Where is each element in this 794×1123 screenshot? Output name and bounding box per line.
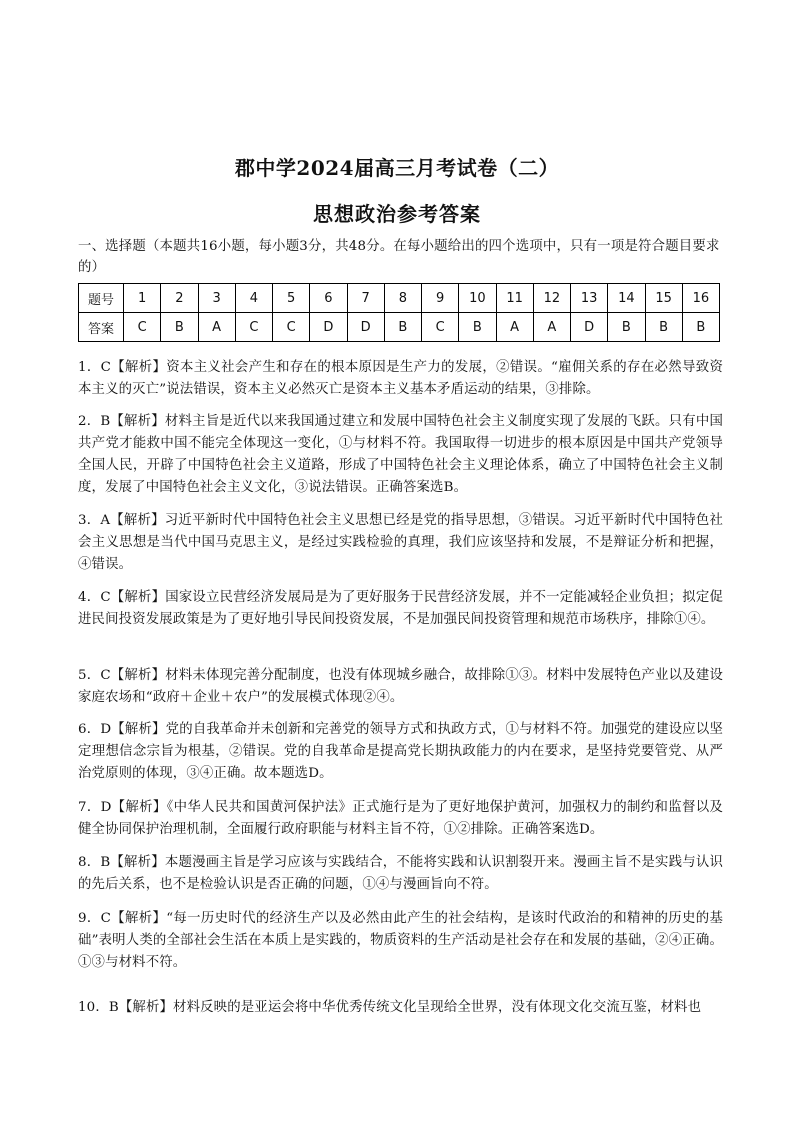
explanation-3: 3．A【解析】习近平新时代中国特色社会主义思想已经是党的指导思想，③错误。习近平新时代中国特色社会主义思想是当代中国马克思主义，是经过实践检验的真理，我们应该坚持和发展，不是辩证分析和把握，④错误。 — [78, 513, 723, 572]
explanation-4: 4．C【解析】国家设立民营经济发展局是为了更好服务于民营经济发展，并不一定能减轻企业负担；拟定促进民间投资发展政策是为了更好地引导民间投资发展，不是加强民间投资管理和规范市场秩序，排除①④。 — [78, 590, 723, 627]
answer-cell: A — [198, 313, 235, 342]
answer-cell: C — [273, 313, 310, 342]
question-number: 9 — [422, 284, 459, 313]
question-number: 7 — [347, 284, 384, 313]
answer-cell: D — [571, 313, 608, 342]
answer-cell: B — [608, 313, 645, 342]
question-number: 10 — [459, 284, 496, 313]
question-number: 6 — [310, 284, 347, 313]
exam-title: 郡中学2024届高三月考试卷（二） — [234, 156, 560, 180]
explanation-8: 8．B【解析】本题漫画主旨是学习应该与实践结合，不能将实践和认识割裂开来。漫画主旨不是实践与认识的先后关系，也不是检验认识是否正确的问题，①④与漫画旨向不符。 — [78, 855, 723, 892]
explanation-5: 5．C【解析】材料未体现完善分配制度，也没有体现城乡融合，故排除①③。材料中发展特色产业以及建设家庭农场和“政府＋企业＋农户”的发展模式体现②④。 — [78, 668, 723, 705]
answer-cell: C — [124, 313, 161, 342]
exam-subtitle: 思想政治参考答案 — [313, 202, 481, 226]
answer-row — [79, 313, 720, 342]
answer-cell: B — [384, 313, 421, 342]
question-number: 11 — [496, 284, 533, 313]
question-number: 1 — [124, 284, 161, 313]
explanation-6: 6．D【解析】党的自我革命并未创新和完善党的领导方式和执政方式，①与材料不符。加强党的建设应以坚定理想信念宗旨为根基，②错误。党的自我革命是提高党长期执政能力的内在要求，是坚持党要管党、从严治党原则的体现，③④正确。故本题选D。 — [78, 722, 723, 781]
answer-cell: B — [161, 313, 198, 342]
answer-cell: A — [533, 313, 570, 342]
question-number: 15 — [645, 284, 682, 313]
answer-cell: D — [310, 313, 347, 342]
answer-table — [78, 283, 720, 342]
row-label-number: 题号 — [79, 284, 124, 313]
question-number: 8 — [384, 284, 421, 313]
answer-cell: C — [235, 313, 272, 342]
answer-cell: B — [645, 313, 682, 342]
answer-cell: B — [682, 313, 719, 342]
question-number: 5 — [273, 284, 310, 313]
question-number-row — [79, 284, 720, 313]
question-number: 4 — [235, 284, 272, 313]
answer-cell: B — [459, 313, 496, 342]
explanation-7: 7．D【解析】《中华人民共和国黄河保护法》正式施行是为了更好地保护黄河，加强权力的制约和监督以及健全协同保护治理机制，全面履行政府职能与材料主旨不符，①②排除。正确答案选D。 — [78, 800, 723, 837]
question-number: 2 — [161, 284, 198, 313]
answer-cell: C — [422, 313, 459, 342]
explanation-2: 2．B【解析】材料主旨是近代以来我国通过建立和发展中国特色社会主义制度实现了发展的飞跃。只有中国共产党才能救中国不能完全体现这一变化，①与材料不符。我国取得一切进步的根本原因是中国共产党领导全国人民，开辟了中国特色社会主义道路，形成了中国特色社会主义理论体系，确立了中国特色社会主义制度，发展了中国特色社会主义文化，③说法错误。正确答案选B。 — [78, 414, 723, 495]
explanation-10: 10．B【解析】材料反映的是亚运会将中华优秀传统文化呈现给全世界，没有体现文化交流互鉴，材料也 — [78, 1000, 702, 1015]
section-intro: 一、选择题（本题共16小题，每小题3分，共48分。在每小题给出的四个选项中，只有一项是符合题目要求的） — [78, 239, 720, 275]
question-number: 3 — [198, 284, 235, 313]
explanation-1: 1．C【解析】资本主义社会产生和存在的根本原因是生产力的发展，②错误。“雇佣关系的存在必然导致资本主义的灭亡”说法错误，资本主义必然灭亡是资本主义基本矛盾运动的结果，③排除。 — [78, 360, 723, 397]
question-number: 12 — [533, 284, 570, 313]
answer-cell: D — [347, 313, 384, 342]
question-number: 14 — [608, 284, 645, 313]
question-number: 16 — [682, 284, 719, 313]
explanation-9: 9．C【解析】“每一历史时代的经济生产以及必然由此产生的社会结构，是该时代政治的和精神的历史的基础”表明人类的全部社会生活在本质上是实践的，物质资料的生产活动是社会存在和发展的基础，②④正确。①③与材料不符。 — [78, 911, 723, 970]
answer-cell: A — [496, 313, 533, 342]
row-label-answer: 答案 — [79, 313, 124, 342]
question-number: 13 — [571, 284, 608, 313]
